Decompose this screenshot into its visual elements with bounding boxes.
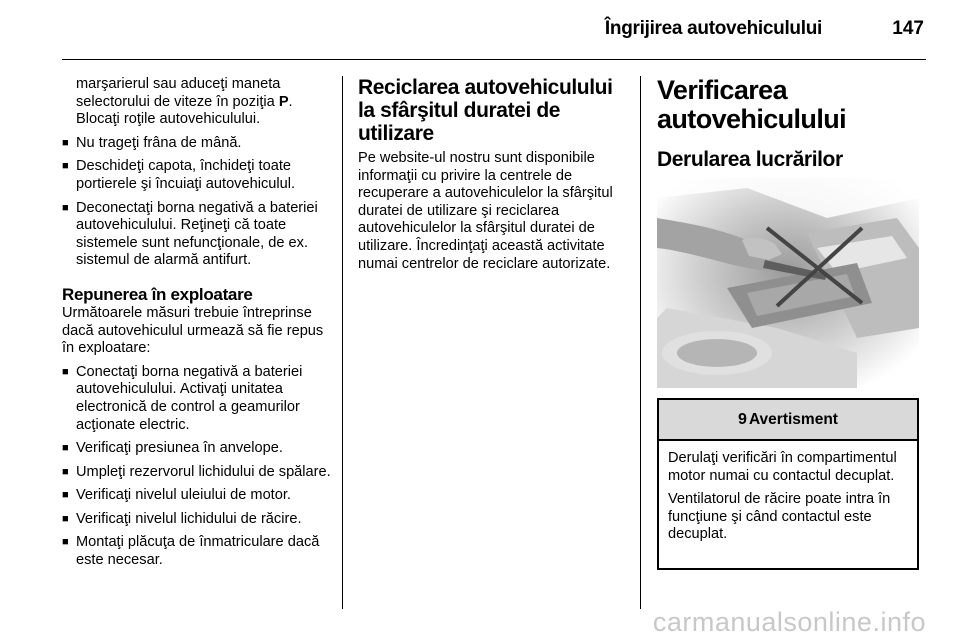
bullet-icon: ■ (62, 201, 69, 214)
list-item (62, 200, 334, 270)
bullet-icon: ■ (62, 160, 69, 173)
list-item (62, 511, 334, 529)
section-paragraph: Următoarele măsuri trebuie întreprinse dacă autovehiculul urmează să fie repus în exploatare: (62, 304, 324, 357)
list-item-text: Verificaţi nivelul lichidului de răcire. (76, 510, 302, 527)
warning-title: Avertisment (748, 410, 838, 428)
bullet-icon: ■ (62, 489, 69, 502)
page-number: 147 (892, 18, 924, 39)
column-2 (358, 76, 626, 273)
header-divider (62, 59, 926, 60)
running-header-title: Îngrijirea autovehiculului (604, 18, 822, 39)
list-item (62, 158, 334, 193)
list-item (62, 487, 334, 505)
list-item-text: Conectaţi borna negativă a bateriei autovehiculului. Activaţi unitatea electronică de control a geamurilor acţionate electric. (76, 363, 303, 433)
list-item (62, 464, 334, 482)
bullet-icon: ■ (62, 512, 69, 525)
column-divider-right (640, 76, 641, 609)
list-item-text: Deschideţi capota, închideţi toate portierele şi încuiaţi autovehiculul. (76, 158, 296, 192)
bullet-icon: ■ (62, 136, 69, 149)
section-subheading: Repunerea în exploatare (62, 284, 253, 304)
warning-body (659, 441, 917, 544)
engine-bay-illustration-svg (657, 178, 919, 388)
engine-bay-illustration (657, 178, 919, 388)
chapter-heading: Verificarea autovehiculului (657, 75, 847, 134)
list-item (62, 534, 334, 569)
bullet-icon: ■ (62, 536, 69, 549)
section-heading: Reciclarea autovehiculului la sfârşitul duratei de utilizare (358, 76, 613, 145)
list-item-text: Umpleţi rezervorul lichidului de spălare. (76, 463, 331, 480)
list-item-text: Deconectaţi borna negativă a bateriei autovehiculului. Reţineţi că toate sistemele sunt nefuncţionale, de ex. sistemul de alarmă antifurt. (76, 199, 318, 269)
bullet-icon: ■ (62, 365, 69, 378)
bullet-icon: ■ (62, 465, 69, 478)
intro-text-end: . Blocaţi roţile autovehiculului. (76, 93, 293, 128)
warning-triangle-icon: 9 (738, 410, 747, 428)
list-item (62, 135, 334, 153)
column-divider-left (342, 76, 343, 609)
warning-header (659, 400, 917, 441)
list-item (62, 440, 334, 458)
watermark: carmanualsonline.info (652, 607, 926, 637)
section-heading: Derularea lucrărilor (657, 148, 843, 171)
intro-paragraph (62, 76, 334, 129)
warning-box (657, 398, 919, 570)
bullet-icon: ■ (62, 442, 69, 455)
recommission-steps-list (62, 364, 334, 570)
section-paragraph: Pe website-ul nostru sunt disponibile informaţii cu privire la centrele de recuperare a autovehiculelor la sfârşitul duratei de utilizare şi reciclarea autovehiculelor la sfârşitul duratei de utilizare. Încredinţaţi această activitate numai centrelor de reciclare autorizate. (358, 150, 613, 272)
warning-paragraph: Derulaţi verificări în compartimentul motor numai cu contactul decuplat. (668, 450, 897, 484)
warning-paragraph: Ventilatorul de răcire poate intra în funcţiune şi când contactul este decuplat. (668, 491, 891, 543)
list-item-text: Nu trageţi frâna de mână. (76, 134, 242, 151)
list-item (62, 364, 334, 434)
column-3 (657, 76, 923, 171)
list-item-text: Verificaţi presiunea în anvelope. (76, 440, 283, 457)
gear-position-p: P (278, 93, 289, 110)
column-1 (62, 76, 334, 570)
storage-steps-list (62, 135, 334, 270)
list-item-text: Verificaţi nivelul uleiului de motor. (76, 487, 291, 504)
list-item-text: Montaţi plăcuţa de înmatriculare dacă este necesar. (76, 534, 320, 569)
intro-text: marşarierul sau aduceţi maneta selectorului de viteze în poziţia (76, 76, 281, 110)
